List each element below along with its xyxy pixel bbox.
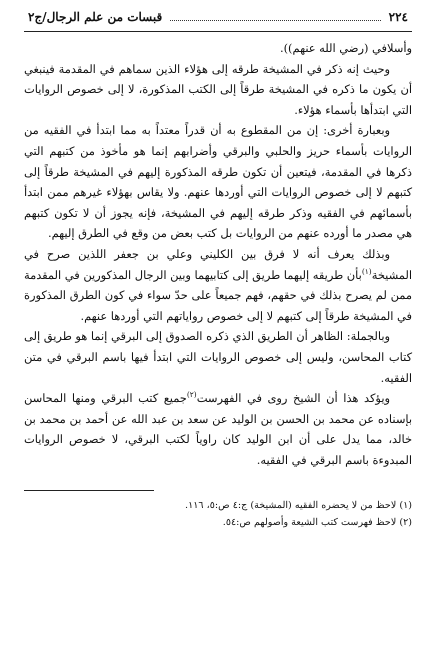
running-title: قبسات من علم الرجال/ج٢ bbox=[28, 10, 163, 24]
footnote-ref-2[interactable]: (٢) bbox=[186, 390, 197, 400]
paragraph-5-text: وبالجملة: الظاهر أن الطريق الذي ذكره الصدوق إلى البرقي إنما هو طريق إلى كتاب المحاسن، وليس إلى خصوص الروايات التي ابتدأ فيها باسم البرقي في متن الفقيه. bbox=[24, 329, 412, 385]
header-dotted-rule bbox=[170, 19, 380, 21]
paragraph-6-text: جميع كتب البرقي ومنها المحاسن بإسناده عن محمد بن الحسن بن الوليد عن سعد بن عبد الله عن أحمد بن محمد بن خالد، مما يدل على أن ابن الوليد كان راوياً لكتب البرقي، لا خصوص الروايات المبدوءة باسم البرقي في الفقيه. bbox=[24, 391, 412, 467]
paragraph-6-lead: ويؤكد هذا أن الشيخ روى في الفهرست bbox=[196, 391, 390, 406]
footnotes bbox=[24, 497, 412, 531]
paragraph-4 bbox=[24, 244, 412, 326]
paragraph-2 bbox=[24, 59, 412, 121]
page-number: ٢٢٤ bbox=[388, 10, 408, 24]
paragraph-3 bbox=[24, 120, 412, 244]
footnote-ref-1[interactable]: (١) bbox=[361, 266, 372, 276]
paragraph-2-text: وحيث إنه ذكر في المشيخة طرقه إلى هؤلاء الذين سماهم في المقدمة فينبغي أن يكون ما ذكره في المشيخة طرقاً إلى الكتب المذكورة، لا إلى خصوص الروايات التي ابتدأها بأسماء هؤلاء. bbox=[24, 61, 412, 117]
book-page bbox=[24, 10, 412, 640]
main-text bbox=[24, 38, 412, 470]
paragraph-1-text: وأسلافي (رضي الله عنهم)). bbox=[279, 41, 412, 55]
paragraph-1 bbox=[24, 38, 412, 59]
footnote-separator bbox=[24, 490, 154, 491]
paragraph-5 bbox=[24, 326, 412, 388]
paragraph-6 bbox=[24, 388, 412, 470]
paragraph-4-text: بأن طريقه إليهما طريق إلى كتابيهما وبين الرجال المذكورين في المقدمة ممن لم يصرح بذلك في حقهم، فهم جميعاً على حدّ سواء في كون الطرق المذكورة في المشيخة طرقاً إلى كتبهم لا إلى خصوص رواياتهم التي أوردها عنهم. bbox=[23, 267, 412, 323]
page-header bbox=[24, 10, 412, 32]
footnote-2: (٢) لاحظ فهرست كتب الشيعة وأصولهم ص:٥٤. bbox=[222, 517, 412, 529]
paragraph-4-lead: وبذلك يعرف أنه لا فرق بين الكليني وعلي بن جعفر اللذين صرح في المشيخة bbox=[24, 246, 412, 282]
paragraph-3-text: وبعبارة أخرى: إن من المقطوع به أن قدراً معتداً به مما ابتدأ في الفقيه من الروايات بأسماء حريز والحلبي والبرقي وأضرابهم إنما هو مأخوذ من كتبهم التي ذكرها في المقدمة، فيتعين أن تكون طرقه المذكورة إليهم في المشيخة طرقاً إلى كتبهم لا إلى خصوص الروايات التي أوردها عنهم. ولا يقاس بهؤلاء غيرهم ممن ابتدأ بأسمائهم في الفقيه وذكر طرقه إليهم في المشيخة، فإنه يجوز أن لا تكون كتبهم هي مصدر ما أورده عنهم من الروايات بل كتب بعض من وقع في الطرق إليهم. bbox=[24, 123, 412, 241]
footnote-1: (١) لاحظ من لا يحضره الفقيه (المشيخة) ج:٤ ص:٥، ١١٦. bbox=[185, 500, 412, 512]
